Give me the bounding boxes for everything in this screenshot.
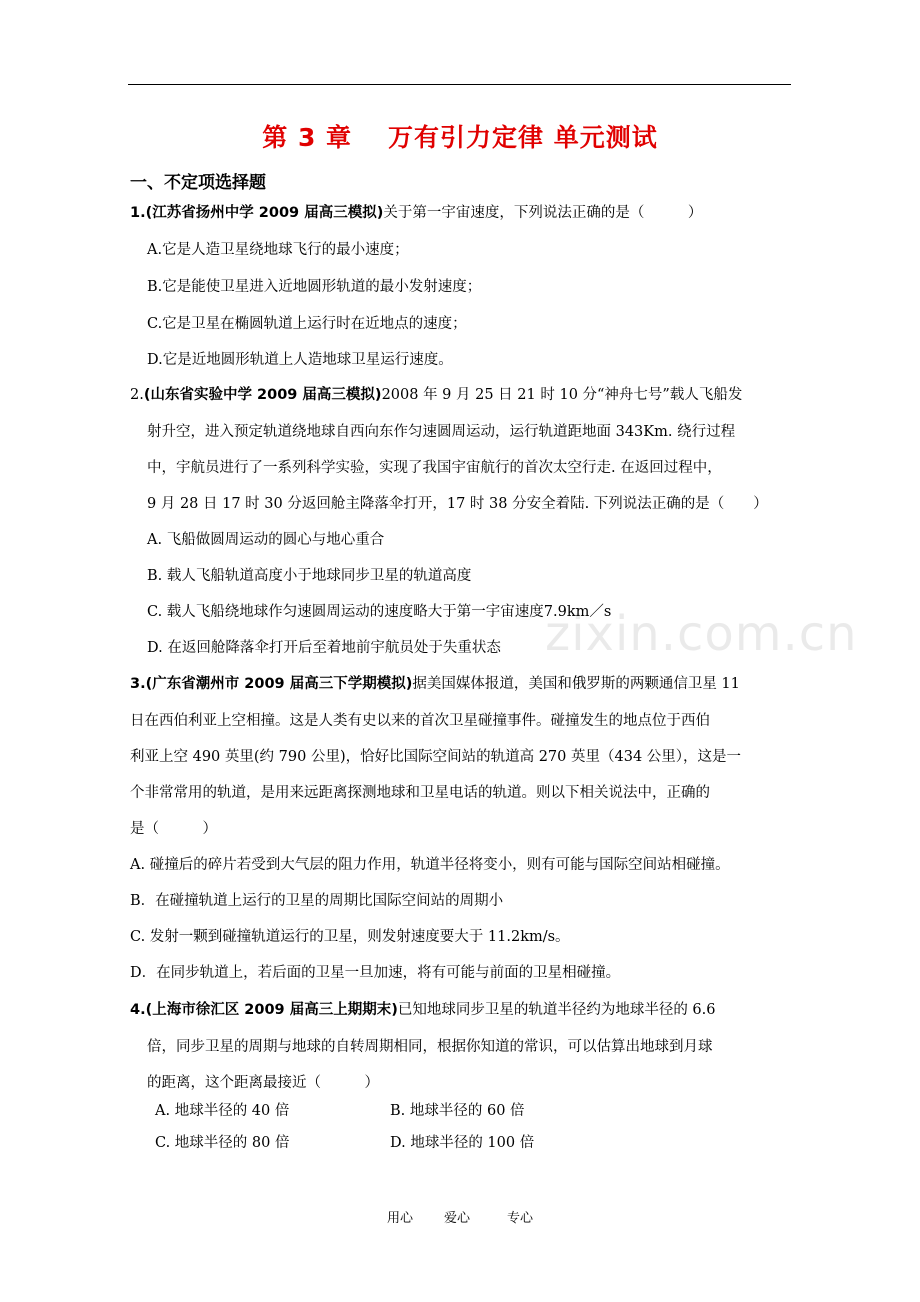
header-rule: [128, 84, 791, 85]
question-number: 4.: [130, 1002, 146, 1018]
option: C. 地球半径的 80 倍: [155, 1135, 290, 1151]
chapter-label: 第 3 章: [262, 123, 353, 152]
option: B. 地球半径的 60 倍: [390, 1103, 525, 1119]
option: A. 碰撞后的碎片若受到大气层的阻力作用，轨道半径将变小，则有可能与国际空间站相碰撞。: [130, 857, 730, 873]
option: C. 载人飞船绕地球作匀速圆周运动的速度略大于第一宇宙速度7.9km／s: [147, 604, 612, 620]
question-4-stem: [130, 1000, 716, 1020]
question-2-stem: [130, 385, 742, 405]
question-source: (江苏省扬州中学 2009 届高三模拟): [145, 205, 384, 221]
question-text: 据美国媒体报道，美国和俄罗斯的两颗通信卫星 11: [412, 676, 740, 692]
option: A. 飞船做圆周运动的圆心与地心重合: [147, 532, 385, 548]
question-number: 2.: [130, 387, 144, 403]
question-source: (山东省实验中学 2009 届高三模拟): [143, 387, 382, 403]
footer-text: 爱心: [444, 1211, 471, 1226]
question-text-line: 射升空，进入预定轨道绕地球自西向东作匀速圆周运动，运行轨道距地面 343Km. 绕行过程: [147, 424, 736, 440]
section-heading: 一、不定项选择题: [130, 173, 266, 193]
question-text-line: 中，宇航员进行了一系列科学实验，实现了我国宇宙航行的首次太空行走. 在返回过程中，: [147, 460, 722, 476]
option: A.它是人造卫星绕地球飞行的最小速度；: [147, 242, 409, 258]
question-text-line: 9 月 28 日 17 时 30 分返回舱主降落伞打开，17 时 38 分安全着陆. 下列说法正确的是（ ）: [147, 496, 768, 512]
option: B．在碰撞轨道上运行的卫星的周期比国际空间站的周期小: [130, 893, 504, 909]
question-source: (上海市徐汇区 2009 届高三上期期末): [145, 1002, 398, 1018]
page-title: [0, 118, 920, 154]
question-source: (广东省潮州市 2009 届高三下学期模拟): [145, 676, 413, 692]
option: B.它是能使卫星进入近地圆形轨道的最小发射速度；: [147, 279, 482, 295]
footer-text: 用心: [387, 1211, 414, 1226]
question-1-stem: [130, 203, 702, 223]
watermark: zixin.com.cn: [545, 606, 858, 662]
option: A. 地球半径的 40 倍: [155, 1103, 290, 1119]
option: C.它是卫星在椭圆轨道上运行时在近地点的速度；: [147, 316, 467, 332]
question-text: 关于第一宇宙速度，下列说法正确的是（ ）: [383, 205, 703, 221]
question-text-line: 日在西伯利亚上空相撞。这是人类有史以来的首次卫星碰撞事件。碰撞发生的地点位于西伯: [130, 713, 710, 729]
question-text: 2008 年 9 月 25 日 21 时 10 分“神舟七号”载人飞船发: [381, 387, 743, 403]
option: D．在同步轨道上，若后面的卫星一旦加速，将有可能与前面的卫星相碰撞。: [130, 965, 621, 981]
question-text-line: 的距离，这个距离最接近（ ）: [147, 1075, 379, 1091]
footer-text: 专心: [507, 1211, 534, 1226]
option: D.它是近地圆形轨道上人造地球卫星运行速度。: [147, 352, 453, 368]
question-number: 1.: [130, 205, 146, 221]
option: C. 发射一颗到碰撞轨道运行的卫星，则发射速度要大于 11.2km/s。: [130, 929, 570, 945]
question-text-line: 利亚上空 490 英里(约 790 公里)，恰好比国际空间站的轨道高 270 英里（434 公里），这是一: [130, 749, 742, 765]
option: D. 在返回舱降落伞打开后至着地前宇航员处于失重状态: [147, 640, 501, 656]
question-text: 已知地球同步卫星的轨道半径约为地球半径的 6.6: [397, 1002, 716, 1018]
option: D. 地球半径的 100 倍: [390, 1135, 535, 1151]
question-text-line: 倍，同步卫星的周期与地球的自转周期相同，根据你知道的常识，可以估算出地球到月球: [147, 1039, 713, 1055]
question-text-line: 是（ ）: [130, 821, 217, 837]
chapter-title: 万有引力定律 单元测试: [388, 123, 658, 152]
question-3-stem: [130, 674, 740, 694]
option: B. 载人飞船轨道高度小于地球同步卫星的轨道高度: [147, 568, 472, 584]
question-text-line: 个非常常用的轨道，是用来远距离探测地球和卫星电话的轨道。则以下相关说法中，正确的: [130, 785, 710, 801]
question-number: 3.: [130, 676, 146, 692]
